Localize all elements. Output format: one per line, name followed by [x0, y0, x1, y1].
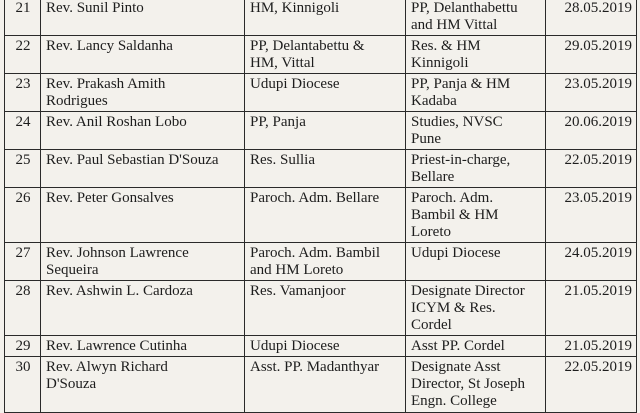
table-row	[5, 281, 637, 336]
effective-date-cell: 29.05.2019	[546, 36, 637, 74]
effective-date-cell: 21.05.2019	[546, 281, 637, 336]
table-row	[5, 150, 637, 188]
priest-name-cell: Rev. Lawrence Cutinha	[41, 336, 245, 357]
table-row	[5, 243, 637, 281]
new-assignment-cell: Designate Asst Director, St Joseph Engn. College	[406, 357, 546, 413]
serial-number-cell: 23	[5, 74, 41, 112]
serial-number-cell: 26	[5, 188, 41, 243]
serial-number-cell: 29	[5, 336, 41, 357]
table-row	[5, 336, 637, 357]
current-assignment-cell: Udupi Diocese	[245, 336, 406, 357]
effective-date-cell: 23.05.2019	[546, 74, 637, 112]
priest-name-cell: Rev. Sunil Pinto	[41, 0, 245, 36]
new-assignment-cell: Studies, NVSC Pune	[406, 112, 546, 150]
serial-number-cell: 25	[5, 150, 41, 188]
table-body	[5, 0, 637, 413]
serial-number-cell: 27	[5, 243, 41, 281]
new-assignment-cell: Priest-in-charge, Bellare	[406, 150, 546, 188]
table-row	[5, 188, 637, 243]
current-assignment-cell: Paroch. Adm. Bellare	[245, 188, 406, 243]
priest-name-cell: Rev. Lancy Saldanha	[41, 36, 245, 74]
effective-date-cell: 22.05.2019	[546, 357, 637, 413]
priest-name-cell: Rev. Anil Roshan Lobo	[41, 112, 245, 150]
table-row	[5, 112, 637, 150]
effective-date-cell: 21.05.2019	[546, 336, 637, 357]
priest-name-cell: Rev. Peter Gonsalves	[41, 188, 245, 243]
serial-number-cell: 21	[5, 0, 41, 36]
transfer-table	[4, 0, 637, 413]
priest-name-cell: Rev. Ashwin L. Cardoza	[41, 281, 245, 336]
effective-date-cell: 22.05.2019	[546, 150, 637, 188]
table-row	[5, 0, 637, 36]
current-assignment-cell: Res. Sullia	[245, 150, 406, 188]
current-assignment-cell: PP, Panja	[245, 112, 406, 150]
current-assignment-cell: Udupi Diocese	[245, 74, 406, 112]
serial-number-cell: 30	[5, 357, 41, 413]
table-row	[5, 36, 637, 74]
table-row	[5, 357, 637, 413]
new-assignment-cell: PP, Delanthabettu and HM Vittal	[406, 0, 546, 36]
effective-date-cell: 28.05.2019	[546, 0, 637, 36]
current-assignment-cell: HM, Kinnigoli	[245, 0, 406, 36]
serial-number-cell: 28	[5, 281, 41, 336]
current-assignment-cell: Asst. PP. Madanthyar	[245, 357, 406, 413]
new-assignment-cell: PP, Panja & HM Kadaba	[406, 74, 546, 112]
current-assignment-cell: Paroch. Adm. Bambil and HM Loreto	[245, 243, 406, 281]
new-assignment-cell: Paroch. Adm. Bambil & HM Loreto	[406, 188, 546, 243]
priest-name-cell: Rev. Alwyn Richard D'Souza	[41, 357, 245, 413]
new-assignment-cell: Udupi Diocese	[406, 243, 546, 281]
new-assignment-cell: Designate Director ICYM & Res. Cordel	[406, 281, 546, 336]
serial-number-cell: 24	[5, 112, 41, 150]
new-assignment-cell: Res. & HM Kinnigoli	[406, 36, 546, 74]
priest-name-cell: Rev. Prakash Amith Rodrigues	[41, 74, 245, 112]
priest-name-cell: Rev. Johnson Lawrence Sequeira	[41, 243, 245, 281]
effective-date-cell: 24.05.2019	[546, 243, 637, 281]
current-assignment-cell: Res. Vamanjoor	[245, 281, 406, 336]
effective-date-cell: 23.05.2019	[546, 188, 637, 243]
table-row	[5, 74, 637, 112]
priest-name-cell: Rev. Paul Sebastian D'Souza	[41, 150, 245, 188]
current-assignment-cell: PP, Delantabettu & HM, Vittal	[245, 36, 406, 74]
effective-date-cell: 20.06.2019	[546, 112, 637, 150]
serial-number-cell: 22	[5, 36, 41, 74]
new-assignment-cell: Asst PP. Cordel	[406, 336, 546, 357]
